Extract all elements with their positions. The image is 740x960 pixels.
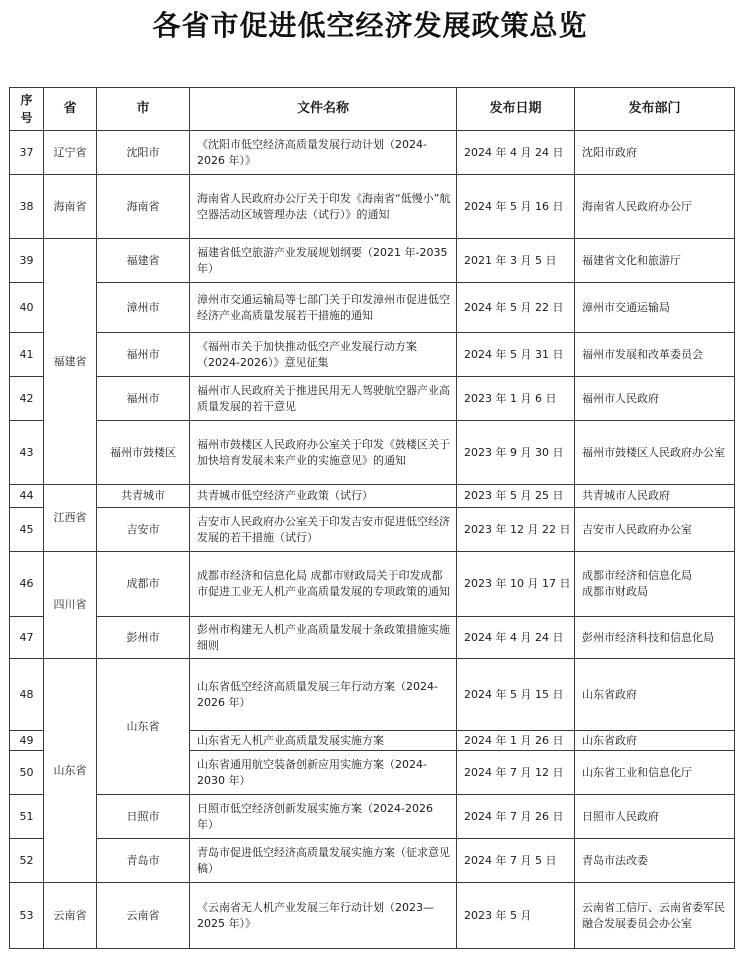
row-doc: 山东省低空经济高质量发展三年行动方案（2024-2026 年） <box>190 659 457 731</box>
row-dept: 福州市人民政府 <box>575 377 735 421</box>
row-date: 2024 年 7 月 26 日 <box>457 795 575 839</box>
row-date: 2024 年 5 月 15 日 <box>457 659 575 731</box>
row-dept: 日照市人民政府 <box>575 795 735 839</box>
row-date: 2024 年 5 月 16 日 <box>457 175 575 239</box>
table-row <box>10 333 735 377</box>
row-city: 吉安市 <box>97 508 190 552</box>
table-row <box>10 617 735 659</box>
table-row <box>10 283 735 333</box>
row-province: 云南省 <box>44 883 97 949</box>
row-city: 海南省 <box>97 175 190 239</box>
row-dept: 福建省文化和旅游厅 <box>575 239 735 283</box>
row-no: 44 <box>10 485 44 508</box>
row-dept: 福州市鼓楼区人民政府办公室 <box>575 421 735 485</box>
row-date: 2024 年 5 月 31 日 <box>457 333 575 377</box>
row-dept: 山东省工业和信息化厅 <box>575 751 735 795</box>
page-title: 各省市促进低空经济发展政策总览 <box>152 9 588 42</box>
row-date: 2021 年 3 月 5 日 <box>457 239 575 283</box>
row-doc: 福州市人民政府关于推进民用无人驾驶航空器产业高质量发展的若干意见 <box>190 377 457 421</box>
table-row <box>10 239 735 283</box>
row-city: 福州市 <box>97 333 190 377</box>
row-city: 沈阳市 <box>97 131 190 175</box>
row-no: 51 <box>10 795 44 839</box>
row-doc: 福建省低空旅游产业发展规划纲要（2021 年-2035 年） <box>190 239 457 283</box>
row-doc: 青岛市促进低空经济高质量发展实施方案（征求意见稿） <box>190 839 457 883</box>
row-dept: 吉安市人民政府办公室 <box>575 508 735 552</box>
row-no: 37 <box>10 131 44 175</box>
row-dept: 福州市发展和改革委员会 <box>575 333 735 377</box>
row-date: 2024 年 7 月 12 日 <box>457 751 575 795</box>
row-date: 2024 年 7 月 5 日 <box>457 839 575 883</box>
row-date: 2023 年 1 月 6 日 <box>457 377 575 421</box>
row-dept: 山东省政府 <box>575 731 735 751</box>
table-row <box>10 485 735 508</box>
row-doc: 《云南省无人机产业发展三年行动计划（2023—2025 年）》 <box>190 883 457 949</box>
header-row <box>10 88 735 131</box>
row-doc: 吉安市人民政府办公室关于印发吉安市促进低空经济发展的若干措施（试行） <box>190 508 457 552</box>
row-date: 2024 年 4 月 24 日 <box>457 131 575 175</box>
row-no: 38 <box>10 175 44 239</box>
table-row <box>10 839 735 883</box>
row-no: 41 <box>10 333 44 377</box>
row-dept: 沈阳市政府 <box>575 131 735 175</box>
row-province: 海南省 <box>44 175 97 239</box>
row-city: 福建省 <box>97 239 190 283</box>
row-no: 49 <box>10 731 44 751</box>
table-row <box>10 552 735 617</box>
row-no: 45 <box>10 508 44 552</box>
row-no: 46 <box>10 552 44 617</box>
header-dept: 发布部门 <box>575 88 735 131</box>
row-city: 福州市鼓楼区 <box>97 421 190 485</box>
row-dept: 青岛市法改委 <box>575 839 735 883</box>
row-doc: 福州市鼓楼区人民政府办公室关于印发《鼓楼区关于加快培育发展未来产业的实施意见》的通知 <box>190 421 457 485</box>
header-province: 省 <box>44 88 97 131</box>
row-no: 47 <box>10 617 44 659</box>
row-dept: 云南省工信厅、云南省委军民融合发展委员会办公室 <box>575 883 735 949</box>
row-no: 48 <box>10 659 44 731</box>
row-date: 2024 年 5 月 22 日 <box>457 283 575 333</box>
row-no: 42 <box>10 377 44 421</box>
header-date: 发布日期 <box>457 88 575 131</box>
row-date: 2024 年 1 月 26 日 <box>457 731 575 751</box>
row-province: 辽宁省 <box>44 131 97 175</box>
table-row <box>10 508 735 552</box>
row-dept: 彭州市经济科技和信息化局 <box>575 617 735 659</box>
table-row <box>10 175 735 239</box>
row-doc: 山东省无人机产业高质量发展实施方案 <box>190 731 457 751</box>
row-no: 39 <box>10 239 44 283</box>
row-dept: 共青城市人民政府 <box>575 485 735 508</box>
row-date: 2024 年 4 月 24 日 <box>457 617 575 659</box>
table-row <box>10 131 735 175</box>
row-date: 2023 年 5 月 25 日 <box>457 485 575 508</box>
row-doc: 日照市低空经济创新发展实施方案（2024-2026 年） <box>190 795 457 839</box>
row-dept: 山东省政府 <box>575 659 735 731</box>
row-doc: 海南省人民政府办公厅关于印发《海南省“低慢小”航空器活动区域管理办法（试行）》的通知 <box>190 175 457 239</box>
row-doc: 共青城市低空经济产业政策（试行） <box>190 485 457 508</box>
row-city: 山东省 <box>97 659 190 795</box>
row-city: 青岛市 <box>97 839 190 883</box>
header-no: 序号 <box>10 88 44 131</box>
row-no: 52 <box>10 839 44 883</box>
row-province: 江西省 <box>44 485 97 552</box>
row-doc: 《沈阳市低空经济高质量发展行动计划（2024-2026 年）》 <box>190 131 457 175</box>
row-no: 40 <box>10 283 44 333</box>
row-doc: 山东省通用航空装备创新应用实施方案（2024-2030 年） <box>190 751 457 795</box>
row-city: 云南省 <box>97 883 190 949</box>
row-no: 43 <box>10 421 44 485</box>
table-row <box>10 795 735 839</box>
table-row <box>10 421 735 485</box>
row-doc: 成都市经济和信息化局 成都市财政局关于印发成都市促进工业无人机产业高质量发展的专项政策的通知 <box>190 552 457 617</box>
row-no: 50 <box>10 751 44 795</box>
row-doc: 漳州市交通运输局等七部门关于印发漳州市促进低空经济产业高质量发展若干措施的通知 <box>190 283 457 333</box>
header-city: 市 <box>97 88 190 131</box>
row-doc: 彭州市构建无人机产业高质量发展十条政策措施实施细则 <box>190 617 457 659</box>
row-doc: 《福州市关于加快推动低空产业发展行动方案（2024-2026）》意见征集 <box>190 333 457 377</box>
row-province: 福建省 <box>44 239 97 485</box>
row-city: 漳州市 <box>97 283 190 333</box>
row-date: 2023 年 10 月 17 日 <box>457 552 575 617</box>
row-city: 成都市 <box>97 552 190 617</box>
table-row <box>10 377 735 421</box>
row-dept: 漳州市交通运输局 <box>575 283 735 333</box>
row-date: 2023 年 12 月 22 日 <box>457 508 575 552</box>
table-row <box>10 659 735 731</box>
row-province: 山东省 <box>44 659 97 883</box>
header-doc: 文件名称 <box>190 88 457 131</box>
row-dept: 海南省人民政府办公厅 <box>575 175 735 239</box>
row-city: 日照市 <box>97 795 190 839</box>
row-city: 共青城市 <box>97 485 190 508</box>
row-dept: 成都市经济和信息化局 成都市财政局 <box>575 552 735 617</box>
row-province: 四川省 <box>44 552 97 659</box>
table-row <box>10 883 735 949</box>
row-city: 福州市 <box>97 377 190 421</box>
policy-table <box>9 87 735 949</box>
row-date: 2023 年 9 月 30 日 <box>457 421 575 485</box>
row-no: 53 <box>10 883 44 949</box>
row-date: 2023 年 5 月 <box>457 883 575 949</box>
row-city: 彭州市 <box>97 617 190 659</box>
